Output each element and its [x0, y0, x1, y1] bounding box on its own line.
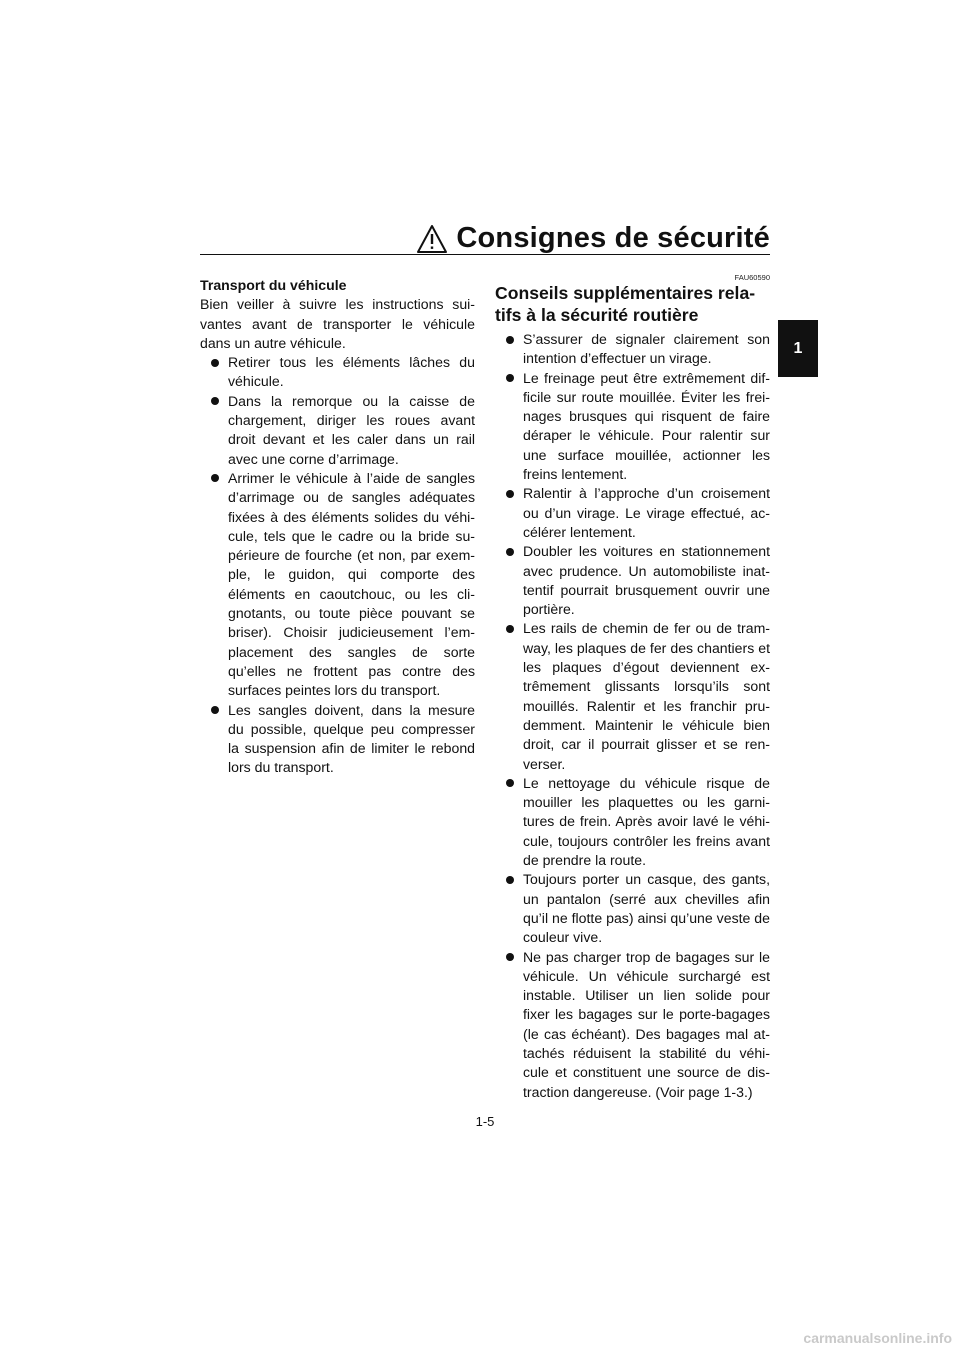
bullet-icon	[506, 625, 514, 633]
warning-triangle-icon	[416, 224, 448, 254]
section-subheading: Transport du véhicule	[200, 277, 347, 293]
page-header	[200, 222, 770, 255]
bullet-icon	[211, 706, 219, 714]
list-item: Retirer tous les éléments lâches du véhicule.	[200, 353, 475, 392]
list-item: S’assurer de signaler clairement son intention d’effectuer un virage.	[495, 330, 770, 369]
list-item: Ralentir à l’approche d’un croisement ou d’un virage. Le virage effectué, ac-célérer lentement.	[495, 484, 770, 542]
list-item: Dans la remorque ou la caisse de chargement, diriger les roues avant droit devant et les caler dans un rail avec une corne d’arrimage.	[200, 392, 475, 469]
bullet-icon	[506, 953, 514, 961]
list-item: Le freinage peut être extrêmement dif-ficile sur route mouillée. Éviter les frei-nages brusques qui risquent de faire déraper le véhicule. Pour ralentir sur une surface mouillée, actionner les freins lentement.	[495, 369, 770, 485]
bullet-icon	[506, 490, 514, 498]
bullet-icon	[506, 336, 514, 344]
list-item: Les sangles doivent, dans la mesure du possible, quelque peu compresser la suspension afin de limiter le rebond lors du transport.	[200, 701, 475, 778]
list-item: Ne pas charger trop de bagages sur le véhicule. Un véhicule surchargé est instable. Utiliser un lien solide pour fixer les bagages sur le porte-bagages (le cas échéant). Des bagages mal at-tachés réduisent la stabilité du véhi-cule et constituent une source de dis-traction dangereuse. (Voir page 1-3.)	[495, 948, 770, 1102]
list-item: Arrimer le véhicule à l’aide de sangles d’arrimage ou de sangles adéquates fixées à des éléments solides du véhi-cule, tels que le cadre ou la bride su-périeure de fourche (et non, par exem-ple, le guidon, qui comporte des éléments en caoutchouc, ou les cli-gnotants, ou toute pièce pouvant se briser). Choisir judicieusement l’em-placement des sangles de sorte qu’elles ne frottent pas contre des surfaces peintes lors du transport.	[200, 469, 475, 701]
right-column	[495, 273, 770, 1102]
list-item: Le nettoyage du véhicule risque de mouiller les plaquettes ou les garni-tures de frein. Après avoir lavé le véhi-cule, toujours contrôler les freins avant de prendre la route.	[495, 774, 770, 870]
transport-list	[200, 353, 475, 778]
page-title: Consignes de sécurité	[456, 222, 770, 254]
left-column	[200, 276, 475, 778]
list-item: Les rails de chemin de fer ou de tram-way, les plaques de fer des chantiers et les plaques d’égout deviennent ex-trêmement glissants lorsqu’ils sont mouillés. Ralentir et les franchir pru-demment. Maintenir le véhicule bien droit, car il pourrait glisser et se ren-verser.	[495, 619, 770, 773]
bullet-icon	[211, 474, 219, 482]
bullet-icon	[506, 779, 514, 787]
bullet-icon	[211, 359, 219, 367]
bullet-icon	[211, 397, 219, 405]
bullet-icon	[506, 548, 514, 556]
list-item: Toujours porter un casque, des gants, un pantalon (serré aux chevilles afin qu’il ne flotte pas) ainsi qu’une veste de couleur vive.	[495, 870, 770, 947]
intro-paragraph: Bien veiller à suivre les instructions sui-vantes avant de transporter le véhicule dans un autre véhicule.	[200, 296, 475, 351]
page-number: 1-5	[475, 1114, 495, 1129]
header-rule	[200, 254, 770, 255]
safety-tips-list	[495, 330, 770, 1102]
footer-watermark: carmanualsonline.info	[803, 1330, 952, 1346]
list-item: Doubler les voitures en stationnement avec prudence. Un automobiliste inat-tentif pourrait brusquement ouvrir une portière.	[495, 542, 770, 619]
bullet-icon	[506, 374, 514, 382]
chapter-tab: 1	[778, 320, 818, 377]
bullet-icon	[506, 876, 514, 884]
reference-code: FAU60590	[734, 273, 770, 282]
section-heading: Conseils supplémentaires rela-tifs à la sécurité routière	[495, 283, 756, 325]
